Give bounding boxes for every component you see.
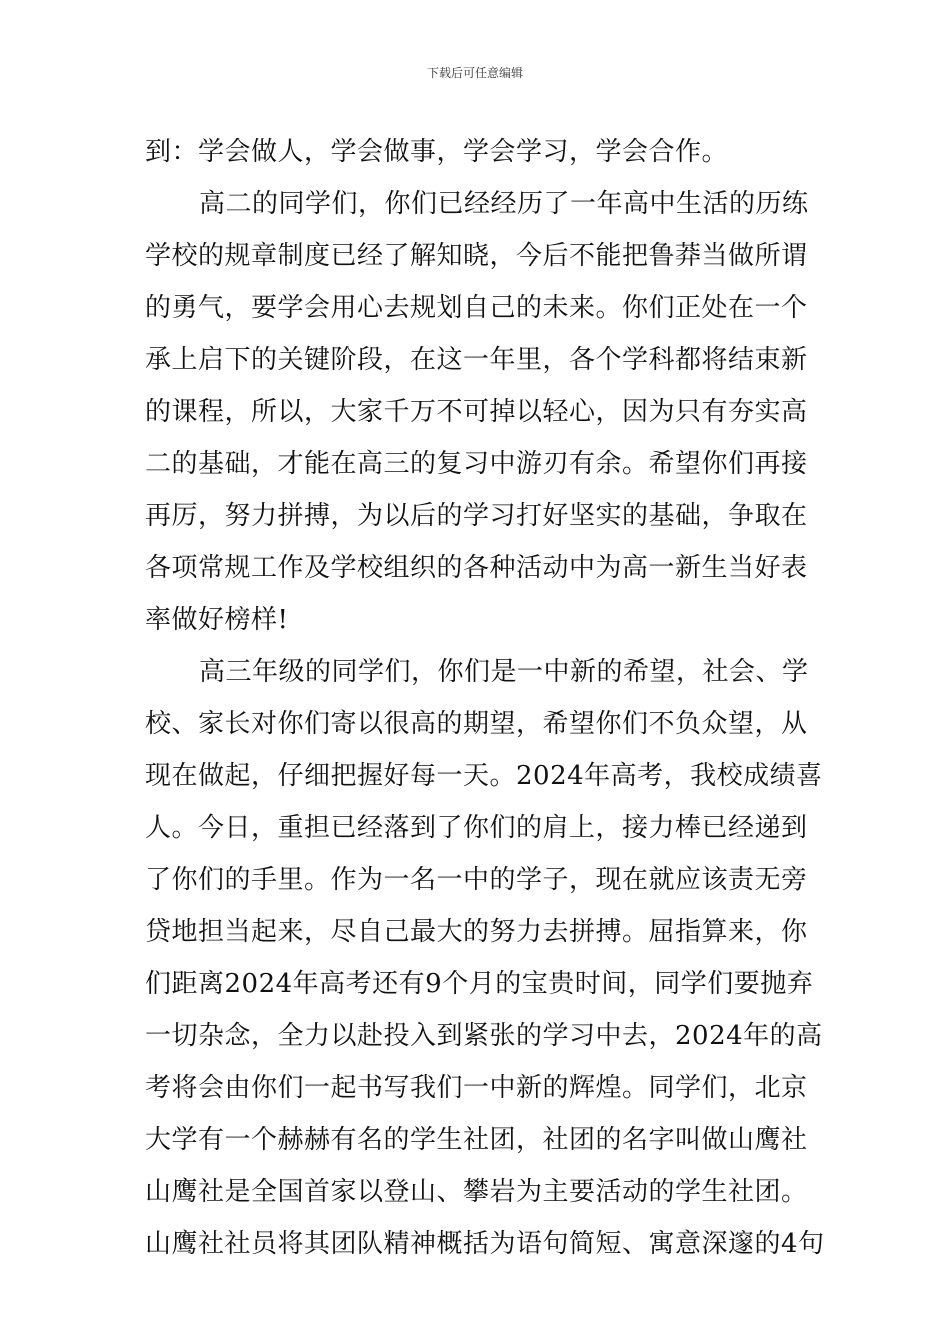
text-line: 的勇气，要学会用心去规划自己的未来。你们正处在一个 — [145, 293, 808, 323]
text-line: 一切杂念，全力以赴投入到紧张的学习中去，2024年的高 — [145, 1021, 823, 1051]
paragraph-start-line: 高三年级的同学们，你们是一中新的希望，社会、学 — [199, 657, 809, 687]
text-line: 校、家长对你们寄以很高的期望，希望你们不负众望，从 — [145, 709, 808, 739]
text-line: 承上启下的关键阶段，在这一年里，各个学科都将结束新 — [145, 345, 808, 375]
document-body — [145, 126, 825, 1270]
text-line: 各项常规工作及学校组织的各种活动中为高一新生当好表 — [145, 553, 808, 583]
text-line: 率做好榜样! — [145, 605, 289, 635]
text-line: 大学有一个赫赫有名的学生社团，社团的名字叫做山鹰社 — [145, 1125, 808, 1155]
text-line: 学校的规章制度已经了解知晓，今后不能把鲁莽当做所谓 — [145, 241, 808, 271]
text-line: 再厉，努力拼搏，为以后的学习打好坚实的基础，争取在 — [145, 501, 808, 531]
page-header: 下载后可任意编辑 — [426, 66, 523, 80]
text-line: 了你们的手里。作为一名一中的学子，现在就应该责无旁 — [145, 865, 808, 895]
text-line: 山鹰社社员将其团队精神概括为语句简短、寓意深邃的4句 — [145, 1229, 825, 1259]
text-line: 的课程，所以，大家千万不可掉以轻心，因为只有夯实高 — [145, 397, 808, 427]
text-line: 现在做起，仔细把握好每一天。2024年高考，我校成绩喜 — [145, 761, 823, 791]
text-line: 考将会由你们一起书写我们一中新的辉煌。同学们，北京 — [145, 1073, 808, 1103]
text-line: 二的基础，才能在高三的复习中游刃有余。希望你们再接 — [145, 449, 808, 479]
text-line: 贷地担当起来，尽自己最大的努力去拼搏。屈指算来，你 — [145, 917, 808, 947]
text-line: 们距离2024年高考还有9个月的宝贵时间，同学们要抛弃 — [145, 969, 814, 999]
text-line: 到：学会做人，学会做事，学会学习，学会合作。 — [145, 137, 729, 167]
text-line: 人。今日，重担已经落到了你们的肩上，接力棒已经递到 — [145, 813, 808, 843]
text-line: 山鹰社是全国首家以登山、攀岩为主要活动的学生社团。 — [145, 1177, 808, 1207]
paragraph-start-line: 高二的同学们，你们已经经历了一年高中生活的历练 — [199, 189, 809, 219]
